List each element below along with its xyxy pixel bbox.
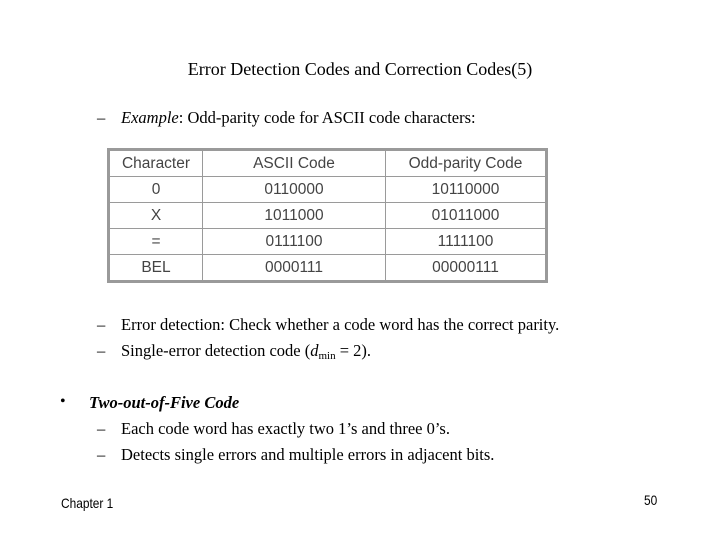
- point-error-detection: [97, 315, 559, 335]
- odd-parity-table: [107, 148, 548, 283]
- footer-chapter: Chapter 1: [61, 495, 114, 511]
- cell-character: BEL: [109, 255, 203, 282]
- section-item: [97, 445, 494, 465]
- cell-character: 0: [109, 177, 203, 203]
- point-text: Error detection: Check whether a code word has the correct parity.: [121, 315, 560, 334]
- example-label: Example: [121, 108, 179, 127]
- dash-marker: –: [97, 445, 106, 464]
- dash-marker: –: [97, 108, 106, 127]
- dash-marker: –: [97, 341, 106, 360]
- cell-ascii: 0000111: [203, 255, 386, 282]
- point-text-post: = 2).: [335, 341, 372, 360]
- dash-marker: –: [97, 315, 106, 334]
- header-odd-parity-code: Odd-parity Code: [386, 150, 547, 177]
- table-header-row: [109, 150, 547, 177]
- section-item: [97, 419, 450, 439]
- cell-odd-parity: 1111100: [386, 229, 547, 255]
- cell-ascii: 0110000: [203, 177, 386, 203]
- cell-ascii: 0111100: [203, 229, 386, 255]
- table-row: [109, 255, 547, 282]
- dmin-variable: d: [310, 341, 319, 360]
- table-row: [109, 229, 547, 255]
- cell-ascii: 1011000: [203, 203, 386, 229]
- example-line: [97, 108, 476, 128]
- footer-page-number: 50: [644, 492, 658, 508]
- example-text: : Odd-parity code for ASCII code characters:: [178, 108, 476, 127]
- cell-odd-parity: 00000111: [386, 255, 547, 282]
- cell-odd-parity: 01011000: [386, 203, 547, 229]
- section-item-text: Detects single errors and multiple errors in adjacent bits.: [121, 445, 495, 464]
- cell-odd-parity: 10110000: [386, 177, 547, 203]
- dmin-subscript: min: [318, 350, 336, 362]
- slide-title: Error Detection Codes and Correction Codes(5): [187, 59, 533, 79]
- table-row: [109, 177, 547, 203]
- header-ascii-code: ASCII Code: [203, 150, 386, 177]
- cell-character: X: [109, 203, 203, 229]
- dash-marker: –: [97, 419, 106, 438]
- table-row: [109, 203, 547, 229]
- point-single-error: [97, 341, 371, 362]
- section-item-text: Each code word has exactly two 1’s and three 0’s.: [121, 419, 450, 438]
- bullet-marker: •: [60, 393, 66, 410]
- section-heading: Two-out-of-Five Code: [89, 393, 240, 412]
- header-character: Character: [109, 150, 203, 177]
- cell-character: =: [109, 229, 203, 255]
- point-text-pre: Single-error detection code (: [121, 341, 311, 360]
